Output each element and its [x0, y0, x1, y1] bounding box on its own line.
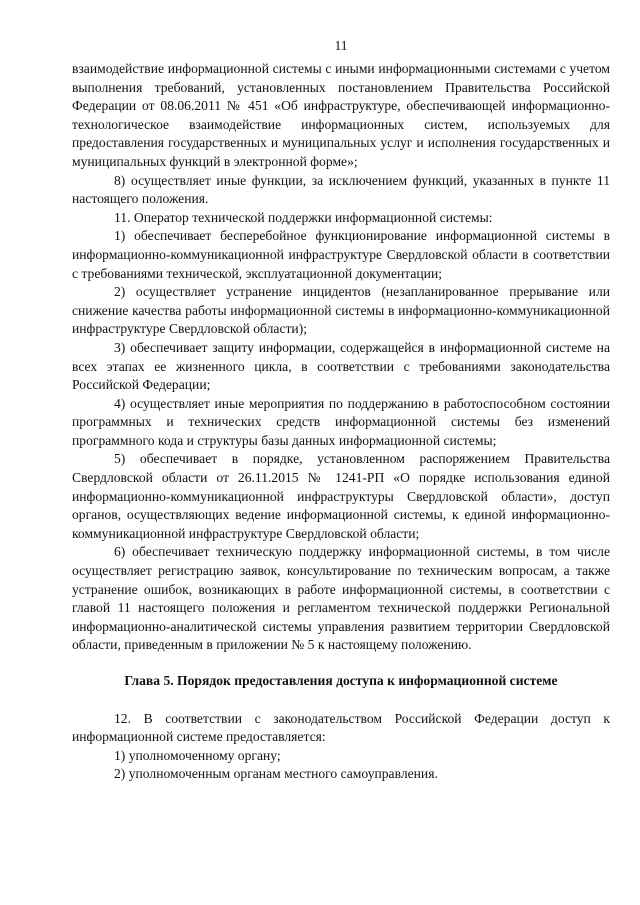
paragraph-continuation: взаимодействие информационной системы с иными информационными системами с учетом выполнения требований, установленных постановлением Правительства Российской Федерации от 08.06.2011 № 451 «Об инфраструктуре, обеспечивающей информационно-технологическое взаимодействие информационных систем, используемых для предоставления государственных и муниципальных услуг и исполнения государственных и муниципальных функций в электронной форме»;: [72, 61, 610, 169]
paragraph-item-2: 2) осуществляет устранение инцидентов (незапланированное прерывание или снижение качества работы информационной системы в информационно-коммуникационной инфраструктуре Свердловской области);: [72, 284, 610, 337]
page-number: 11: [334, 38, 348, 53]
paragraph-access-item-2: 2) уполномоченным органам местного самоуправления.: [114, 766, 438, 782]
paragraph-item-5: 5) обеспечивает в порядке, установленном распоряжением Правительства Свердловской области от 26.11.2015 № 1241-РП «О порядке использования единой информационно-коммуникационной инфраструктуры Свердловской области», доступ органов, осуществляющих ведение информационной системы, к единой информационно-коммуникационной инфраструктуре Свердловской области;: [72, 451, 610, 541]
paragraph-access-item-1: 1) уполномоченному органу;: [114, 747, 281, 763]
paragraph-item-3: 3) обеспечивает защиту информации, содержащейся в информационной системе на всех этапах ее жизненного цикла, в соответствии с требованиями законодательства Российской Федерации;: [72, 339, 610, 393]
paragraph-section-12: 12. В соответствии с законодательством Российской Федерации доступ к информационной системе предоставляется:: [72, 710, 610, 745]
document-page: [72, 38, 610, 784]
paragraph-section-11: 11. Оператор технической поддержки информационной системы:: [114, 209, 493, 225]
chapter-heading: Глава 5. Порядок предоставления доступа к информационной системе: [124, 673, 558, 688]
paragraph-item-6: 6) обеспечивает техническую поддержку информационной системы, в том числе осуществляет регистрацию заявок, консультирование по техническим вопросам, а также устранение ошибок, возникающих в работе информационной системы, в соответствии с главой 11 настоящего положения и регламентом технической поддержки Региональной информационно-аналитической системы управления развитием территории Свердловской области, приведенным в приложении № 5 к настоящему положению.: [72, 544, 610, 653]
paragraph-item-4: 4) осуществляет иные мероприятия по поддержанию в работоспособном состоянии программных и технических средств информационной системы без изменений программного кода и структуры базы данных информационной системы;: [72, 395, 610, 448]
paragraph-item-1: 1) обеспечивает бесперебойное функционирование информационной системы в информационно-коммуникационной инфраструктуре Свердловской области в соответствии с требованиями технической, эксплуатационной документации;: [72, 228, 610, 281]
paragraph-item-8: 8) осуществляет иные функции, за исключением функций, указанных в пункте 11 настоящего положения.: [72, 172, 610, 207]
